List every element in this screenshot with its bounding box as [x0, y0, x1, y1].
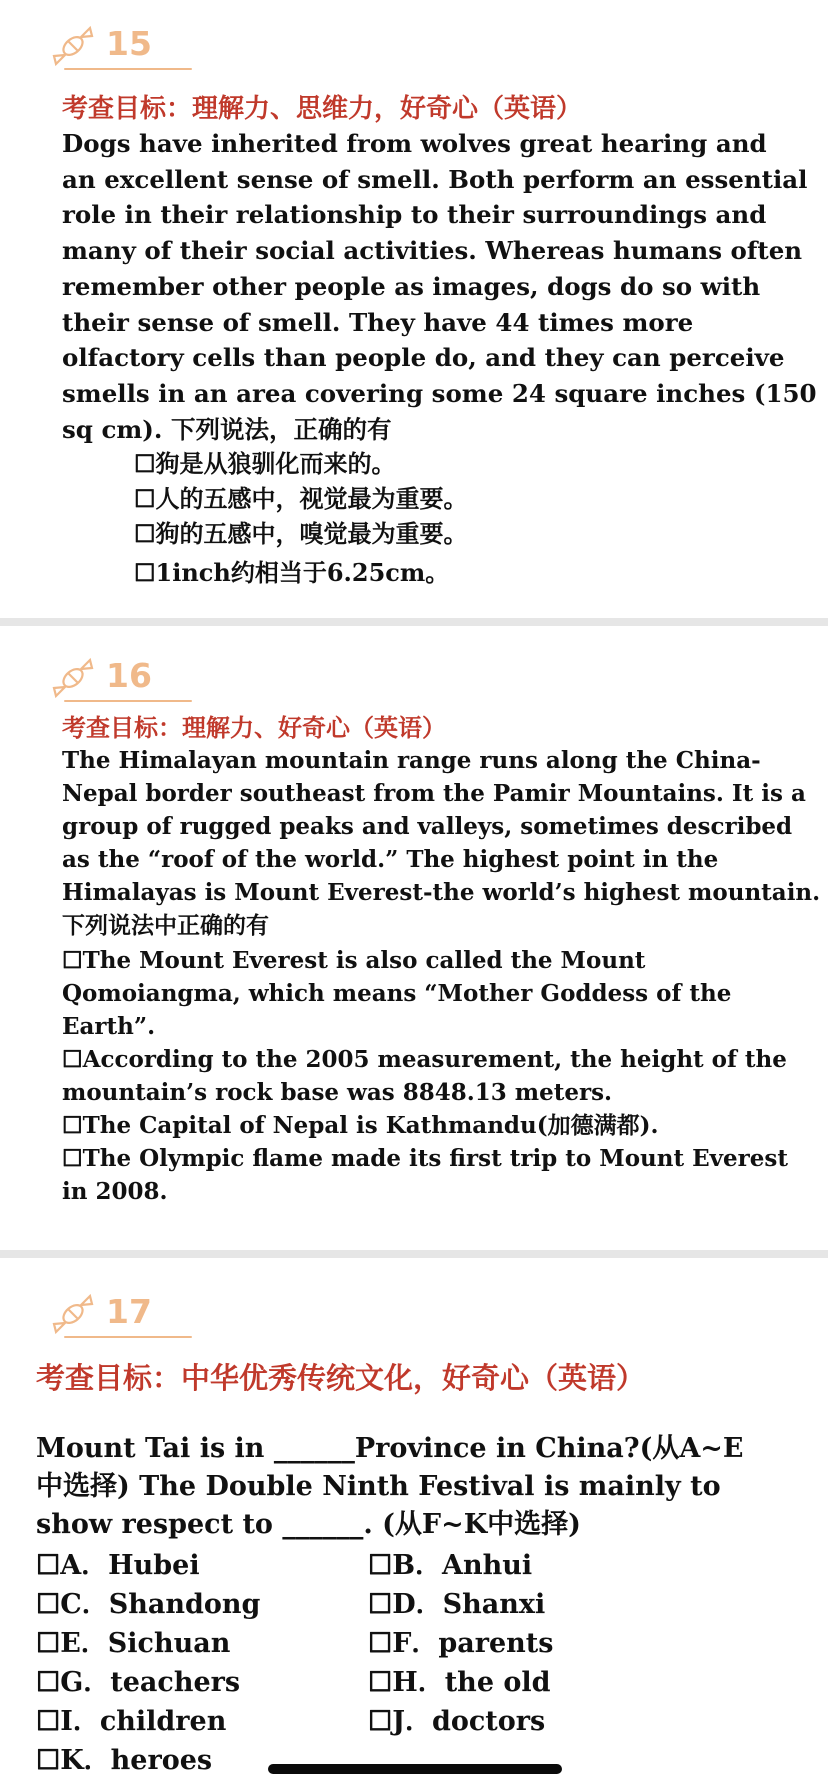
question-card-17 [0, 1260, 828, 1792]
option-checkbox-2[interactable]: ☐人的五感中，视觉最为重要。 [134, 484, 468, 513]
question-passage: Dogs have inherited from wolves great hearing and an excellent sense of smell. Both perform an essential role in their relationship to their surroundings and many of their social activities. Whereas humans often remember other people as images, dogs do so with their sense of smell. They have 44 times more olfactory cells than people do, and they can perceive smells in an area covering some 24 square inches (150 sq cm). 下列说法，正确的有 [62, 129, 817, 444]
option-checkbox-1[interactable]: ☐The Mount Everest is also called the Mount Qomoiangma, which means “Mother Goddess of the Earth”. [62, 947, 732, 1040]
option-checkbox-g[interactable]: ☐G．teachers [36, 1667, 241, 1698]
badge-underline [64, 700, 192, 702]
question-number: 16 [106, 656, 152, 695]
question-badge-17 [50, 1288, 190, 1342]
option-checkbox-e[interactable]: ☐E．Sichuan [36, 1628, 231, 1659]
section-separator [0, 1250, 828, 1258]
question-passage: The Himalayan mountain range runs along the China- Nepal border southeast from the Pamir Mountains. It is a group of rugged peaks and valleys, sometimes described as the “roof of the world.” The highest point in the Himalayas is Mount Everest-the world’s highest mountain. 下列说法中正确的有 [62, 747, 821, 939]
question-badge-16 [50, 652, 190, 706]
assessment-goal: 考查目标：中华优秀传统文化，好奇心（英语） [36, 1361, 646, 1395]
option-checkbox-i[interactable]: ☐I．children [36, 1706, 227, 1737]
option-checkbox-2[interactable]: ☐According to the 2005 measurement, the height of the mountain’s rock base was 8848.13 meters. [62, 1046, 787, 1106]
option-checkbox-h[interactable]: ☐H．the old [368, 1667, 551, 1698]
question-badge-15 [50, 20, 190, 74]
question-passage: Mount Tai is in ______Province in China?(从A~E 中选择) The Double Ninth Festival is mainly to show respect to ______. (从F~K中选择) [36, 1433, 744, 1540]
badge-underline [64, 68, 192, 70]
option-checkbox-1[interactable]: ☐狗是从狼驯化而来的。 [134, 449, 396, 478]
option-checkbox-d[interactable]: ☐D．Shanxi [368, 1589, 546, 1620]
option-checkbox-j[interactable]: ☐J．doctors [368, 1706, 546, 1737]
option-checkbox-3[interactable]: ☐The Capital of Nepal is Kathmandu(加德满都). [62, 1112, 659, 1139]
assessment-goal: 考查目标：理解力、好奇心（英语） [62, 713, 446, 742]
question-number: 17 [106, 1292, 152, 1331]
section-separator [0, 618, 828, 626]
question-card-16 [0, 628, 828, 1248]
option-checkbox-4[interactable]: ☐1inch约相当于6.25cm。 [134, 558, 450, 587]
question-number: 15 [106, 24, 152, 63]
home-indicator[interactable] [268, 1764, 562, 1774]
option-checkbox-k[interactable]: ☐K．heroes [36, 1745, 213, 1776]
option-checkbox-b[interactable]: ☐B．Anhui [368, 1550, 533, 1581]
assessment-goal: 考查目标：理解力、思维力，好奇心（英语） [62, 94, 583, 124]
option-checkbox-3[interactable]: ☐狗的五感中，嗅觉最为重要。 [134, 519, 468, 548]
option-checkbox-c[interactable]: ☐C．Shandong [36, 1589, 261, 1620]
candy-icon [50, 652, 96, 704]
question-card-15 [0, 0, 828, 616]
candy-icon [50, 1288, 96, 1340]
option-checkbox-a[interactable]: ☐A．Hubei [36, 1550, 200, 1581]
candy-icon [50, 20, 96, 72]
option-checkbox-f[interactable]: ☐F．parents [368, 1628, 554, 1659]
badge-underline [64, 1336, 192, 1338]
option-checkbox-4[interactable]: ☐The Olympic flame made its first trip to Mount Everest in 2008. [62, 1145, 788, 1205]
